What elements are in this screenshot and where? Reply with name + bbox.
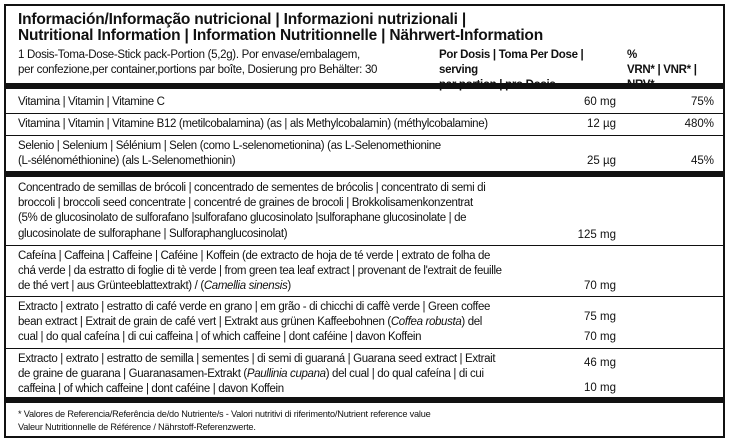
header-divider — [6, 83, 723, 89]
vitamin-b12-amount: 12 µg — [586, 118, 616, 130]
caffeine-amount: 70 mg — [584, 280, 616, 292]
title-line-2: Nutritional Information | Information Nutritionnelle | Nährwert-Information — [18, 27, 543, 44]
broccoli-line-3: (5% de glucosinolato de sulforafano |sulforafano glucosinolato |sulforaphane glucosinolate | de — [18, 212, 467, 225]
caffeine-line-3 — [18, 279, 558, 294]
broccoli-extract-label — [18, 181, 558, 242]
green-coffee-line-3: cual | do qual cafeína | di cui caffeina | of which caffeine | dont caféine | davon Koffein — [18, 331, 422, 344]
selenium-label-line-1: Selenio | Selenium | Sélénium | Selen (como L-selenometionina) (as L-Selenomethionine — [18, 140, 441, 152]
caffeine-line-2: chá verde | da estratto di foglie di tè verde | from green tea leaf extract | provenant de l'extrait de feuille — [18, 265, 502, 278]
green-coffee-amount: 75 mg — [584, 311, 616, 323]
vitamins-divider — [6, 171, 723, 177]
selenium-label — [18, 139, 558, 169]
broccoli-line-2: broccoli | broccoli seed concentrate | concentré de graines de brocoli | Brokkolisamenkonzentrat — [18, 197, 473, 210]
vitamin-c-percent: 75% — [690, 96, 714, 108]
caffeine-source-prefix: de thé vert | aus Grünteeblattextrakt) / ( — [18, 280, 204, 293]
row-divider — [6, 113, 723, 114]
footnote — [18, 408, 718, 433]
guarana-suffix: ) del cual | do qual cafeína | di cui — [325, 368, 484, 381]
row-divider — [6, 135, 723, 136]
selenium-amount: 25 µg — [586, 155, 616, 167]
caffeine-label — [18, 249, 558, 295]
footer-divider — [6, 397, 723, 403]
page-title — [18, 12, 718, 44]
vitamin-b12-percent: 480% — [684, 118, 714, 130]
guarana-caffeine-amount: 10 mg — [584, 382, 616, 394]
guarana-prefix: de graine de guarana | Guaranasamen-Extrakt ( — [18, 368, 247, 381]
guarana-line-2 — [18, 367, 558, 382]
broccoli-line-1: Concentrado de semillas de brócoli | concentrado de sementes de brócolis | concentrato di semi di — [18, 182, 486, 194]
guarana-label — [18, 352, 558, 398]
vitamin-c-amount: 60 mg — [584, 96, 616, 108]
title-line-1: Información/Informação nutricional | Informazioni nutrizionali | — [18, 11, 466, 28]
caffeine-source-suffix: ) — [287, 280, 291, 293]
footnote-line-2: Valeur Nutritionnelle de Référence / Nährstoff-Referenzwerte. — [18, 421, 256, 432]
green-coffee-prefix: bean extract | Extrait de grain de café vert | Extrakt aus grünen Kaffeebohnen ( — [18, 316, 391, 329]
per-dose-header-line-1: Por Dosis | Toma Per Dose | serving — [439, 49, 584, 76]
row-divider — [6, 245, 723, 246]
green-coffee-line-2 — [18, 315, 558, 330]
guarana-line-1: Extracto | extrato | estratto de semilla | sementes | di semi di guaraná | Guarana seed extract | Extrait — [18, 353, 496, 365]
caffeine-line-1: Cafeína | Caffeina | Caffeine | Caféine | Koffein (de extracto de hoja de té verde | extrato de folha de — [18, 250, 491, 262]
broccoli-amount: 125 mg — [577, 229, 616, 241]
row-divider — [6, 296, 723, 297]
reference-value-header-line-2: VRN* | VNR* | — [627, 64, 697, 76]
green-coffee-suffix: ) del — [461, 316, 483, 329]
vitamin-c-label: Vitamina | Vitamin | Vitamine C — [18, 96, 165, 108]
green-coffee-species: Coffea robusta — [390, 316, 462, 329]
guarana-line-3: caffeina | of which caffeine | dont caféine | davon Koffein — [18, 383, 284, 396]
footnote-line-1: * Valores de Referencia/Referência de/do Nutriente/s - Valori nutritivi di riferimento/Nutrient reference value — [18, 409, 431, 419]
nutrition-panel — [4, 4, 725, 438]
broccoli-line-4: glucosinolate de sulforaphane | Sulforaphanglucosinolat) — [18, 227, 288, 240]
serving-info — [18, 48, 428, 78]
guarana-species: Paullinia cupana — [246, 368, 326, 381]
selenium-percent: 45% — [690, 155, 714, 167]
selenium-label-line-2: (L-sélénométhionine) (als L-Selenomethionin) — [18, 155, 236, 168]
serving-line-1: 1 Dosis-Toma-Dose-Stick pack-Portion (5,2g). Por envase/embalagem, — [18, 49, 360, 61]
serving-line-2: per confezione,per container,portions par boîte, Dosierung pro Behälter: 30 — [18, 64, 378, 76]
green-coffee-line-1: Extracto | extrato | estratto di café verde en grano | em grão - di chicchi di caffè verde | Green coffee — [18, 301, 491, 313]
reference-value-header-line-1: % — [627, 49, 637, 61]
guarana-amount: 46 mg — [584, 357, 616, 369]
vitamin-b12-label: Vitamina | Vitamin | Vitamine B12 (metilcobalamina) (as | als Methylcobalamin) (méthylcobalamine) — [18, 118, 488, 130]
green-coffee-label — [18, 300, 558, 346]
row-divider — [6, 348, 723, 349]
green-coffee-caffeine-amount: 70 mg — [584, 331, 616, 343]
caffeine-species: Camellia sinensis — [203, 280, 288, 293]
